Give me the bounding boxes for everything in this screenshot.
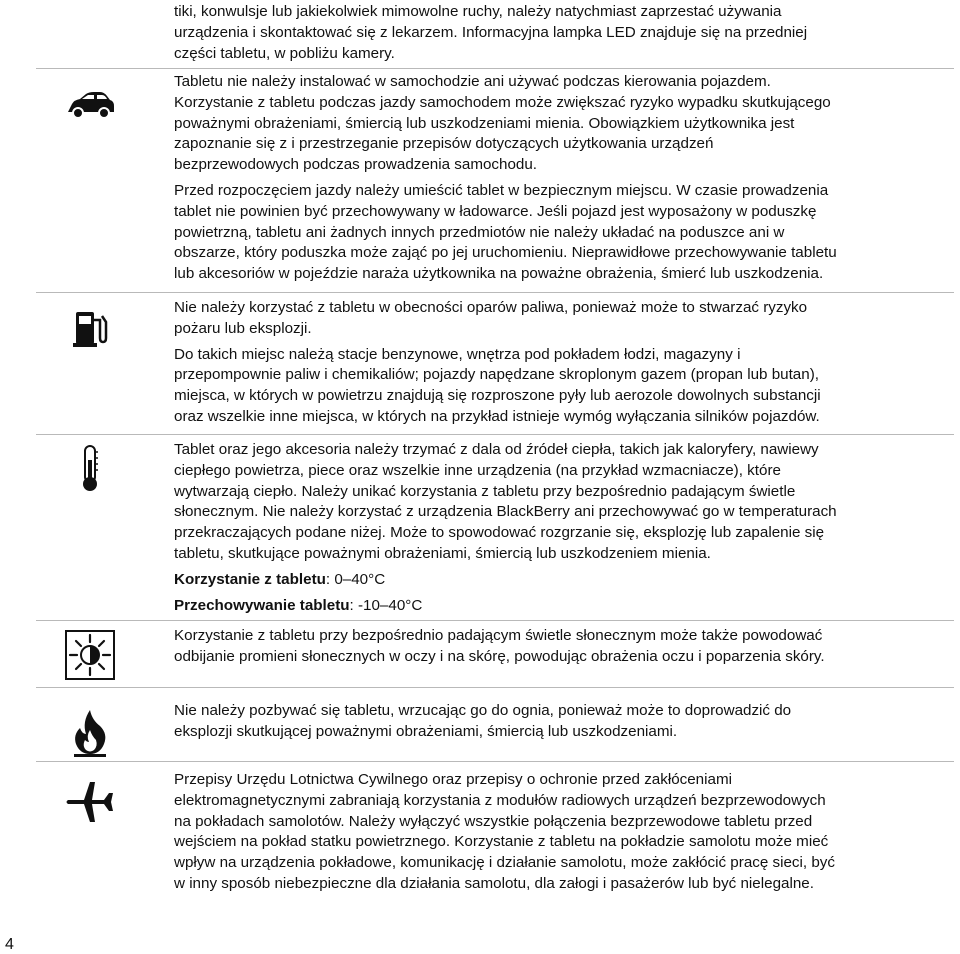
usage-label: Korzystanie z tabletu <box>174 570 326 588</box>
usage-value: : 0–40°C <box>325 570 386 588</box>
car-paragraph-2: Przed rozpoczęciem jazdy należy umieścić tablet w bezpiecznym miejscu. W czasie prowadzenia tablet nie powinien być przechowywany w ładowarce. Jeśli pojazd jest wyposażony w poduszkę powietrzną, tabletu ani żadnych innych przedmiotów nie należy układać na poduszce ani w obszarze, który poduszka może zająć po jej uruchomieniu. Nieprawidłowe przechowywanie tabletu lub akcesoriów w pojeździe naraża użytkownika na poważne obrażenia, śmierć lub uszkodzenia. <box>174 181 837 283</box>
storage-value: : -10–40°C <box>349 596 423 614</box>
airplane-paragraph: Przepisy Urzędu Lotnictwa Cywilnego oraz przepisy o ochronie przed zakłóceniami elektromagnetycznymi zabraniają korzystania z modułów radiowych urządzeń bezprzewodowych na pokładach samolotów. Należy wyłączyć wszystkie połączenia bezprzewodowe tabletu przed wejściem na pokład statku powietrznego. Korzystanie z tabletu na pokładzie samolotu może mieć wpływ na urządzenia pokładowe, komunikację i działanie samolotu, może zakłócić pracę sieci, być w inny sposób niebezpieczne dla działania samolotu, dla załogi i pasażerów lub być nielegalne. <box>174 771 835 892</box>
section-divider <box>36 434 954 435</box>
car-paragraph-1: Tabletu nie należy instalować w samochodzie ani używać podczas kierowania pojazdem. Korzystanie z tabletu podczas jazdy samochodem może zwiększać ryzyko wypadku skutkującego poważnymi obrażeniami, śmiercią lub uszkodzeniami mienia. Obowiązkiem użytkownika jest zapoznanie się z i przestrzeganie przepisów dotyczących użytkowania urządzeń bezprzewodowych podczas prowadzenia samochodu. <box>174 73 831 174</box>
page-number: 4 <box>5 936 14 953</box>
fire-paragraph: Nie należy pozbywać się tabletu, wrzucając go do ognia, ponieważ może to doprowadzić do eksplozji skutkującej poważnymi obrażeniami, śmiercią lub uszkodzeniami. <box>174 702 792 740</box>
car-icon <box>60 76 120 136</box>
sun-paragraph: Korzystanie z tabletu przy bezpośrednio padającym świetle słonecznym może także powodować odbijanie promieni słonecznych w oczy i na skórę, powodując obrażenia oczu i poparzenia skóry. <box>174 627 825 665</box>
section-divider <box>36 687 954 688</box>
usage-temperature <box>174 570 954 591</box>
airplane-section <box>174 770 954 900</box>
temperature-paragraph: Tablet oraz jego akcesoria należy trzymać z dala od źródeł ciepła, takich jak kaloryfery, nawiewy ciepłego powietrza, piece oraz wszelkie inne urządzenia (na przykład wzmacniacze), które wytwarzają ciepło. Należy unikać korzystania z tabletu przy bezpośrednio padającym świetle słonecznym. Nie należy korzystać z urządzenia BlackBerry ani przechowywać go w temperaturach przekraczających podane niżej. Może to spowodować rozgrzanie się, eksplozję lub zapalenie się tabletu, skutkujące poważnymi obrażeniami, śmiercią lub uszkodzeniem mienia. <box>174 441 837 562</box>
temperature-section <box>174 440 954 621</box>
flame-icon <box>60 702 120 762</box>
storage-temperature <box>174 596 954 617</box>
fuel-paragraph-2: Do takich miejsc należą stacje benzynowe, wnętrza pod pokładem łodzi, magazyny i przepompownie paliw i chemikaliów; pojazdy napędzane skroplonym gazem (propan lub butan), miejsca, w których w powietrzu znajdują się rozproszone pyły lub aerozole dowolnych substancji oraz wszelkie inne miejsca, w których na przykład istnieje wymóg wyłączania silników pojazdów. <box>174 345 821 425</box>
airplane-icon <box>60 772 120 832</box>
intro-section <box>174 2 954 69</box>
section-divider <box>36 761 954 762</box>
fuel-section <box>174 298 954 433</box>
sun-icon <box>60 625 120 685</box>
car-section <box>174 72 954 290</box>
fire-section <box>174 701 954 748</box>
section-divider <box>36 620 954 621</box>
section-divider <box>36 292 954 293</box>
intro-paragraph: tiki, konwulsje lub jakiekolwiek mimowolne ruchy, należy natychmiast zaprzestać używania urządzenia i skontaktować się z lekarzem. Informacyjna lampka LED znajduje się na przedniej części tabletu, w pobliżu kamery. <box>174 3 808 62</box>
fuel-paragraph-1: Nie należy korzystać z tabletu w obecności oparów paliwa, ponieważ może to stwarzać ryzyko pożaru lub eksplozji. <box>174 299 808 337</box>
sun-section <box>174 626 954 673</box>
storage-label: Przechowywanie tabletu <box>174 596 350 614</box>
thermometer-icon <box>60 438 120 498</box>
fuel-pump-icon <box>60 298 120 358</box>
section-divider <box>36 68 954 69</box>
